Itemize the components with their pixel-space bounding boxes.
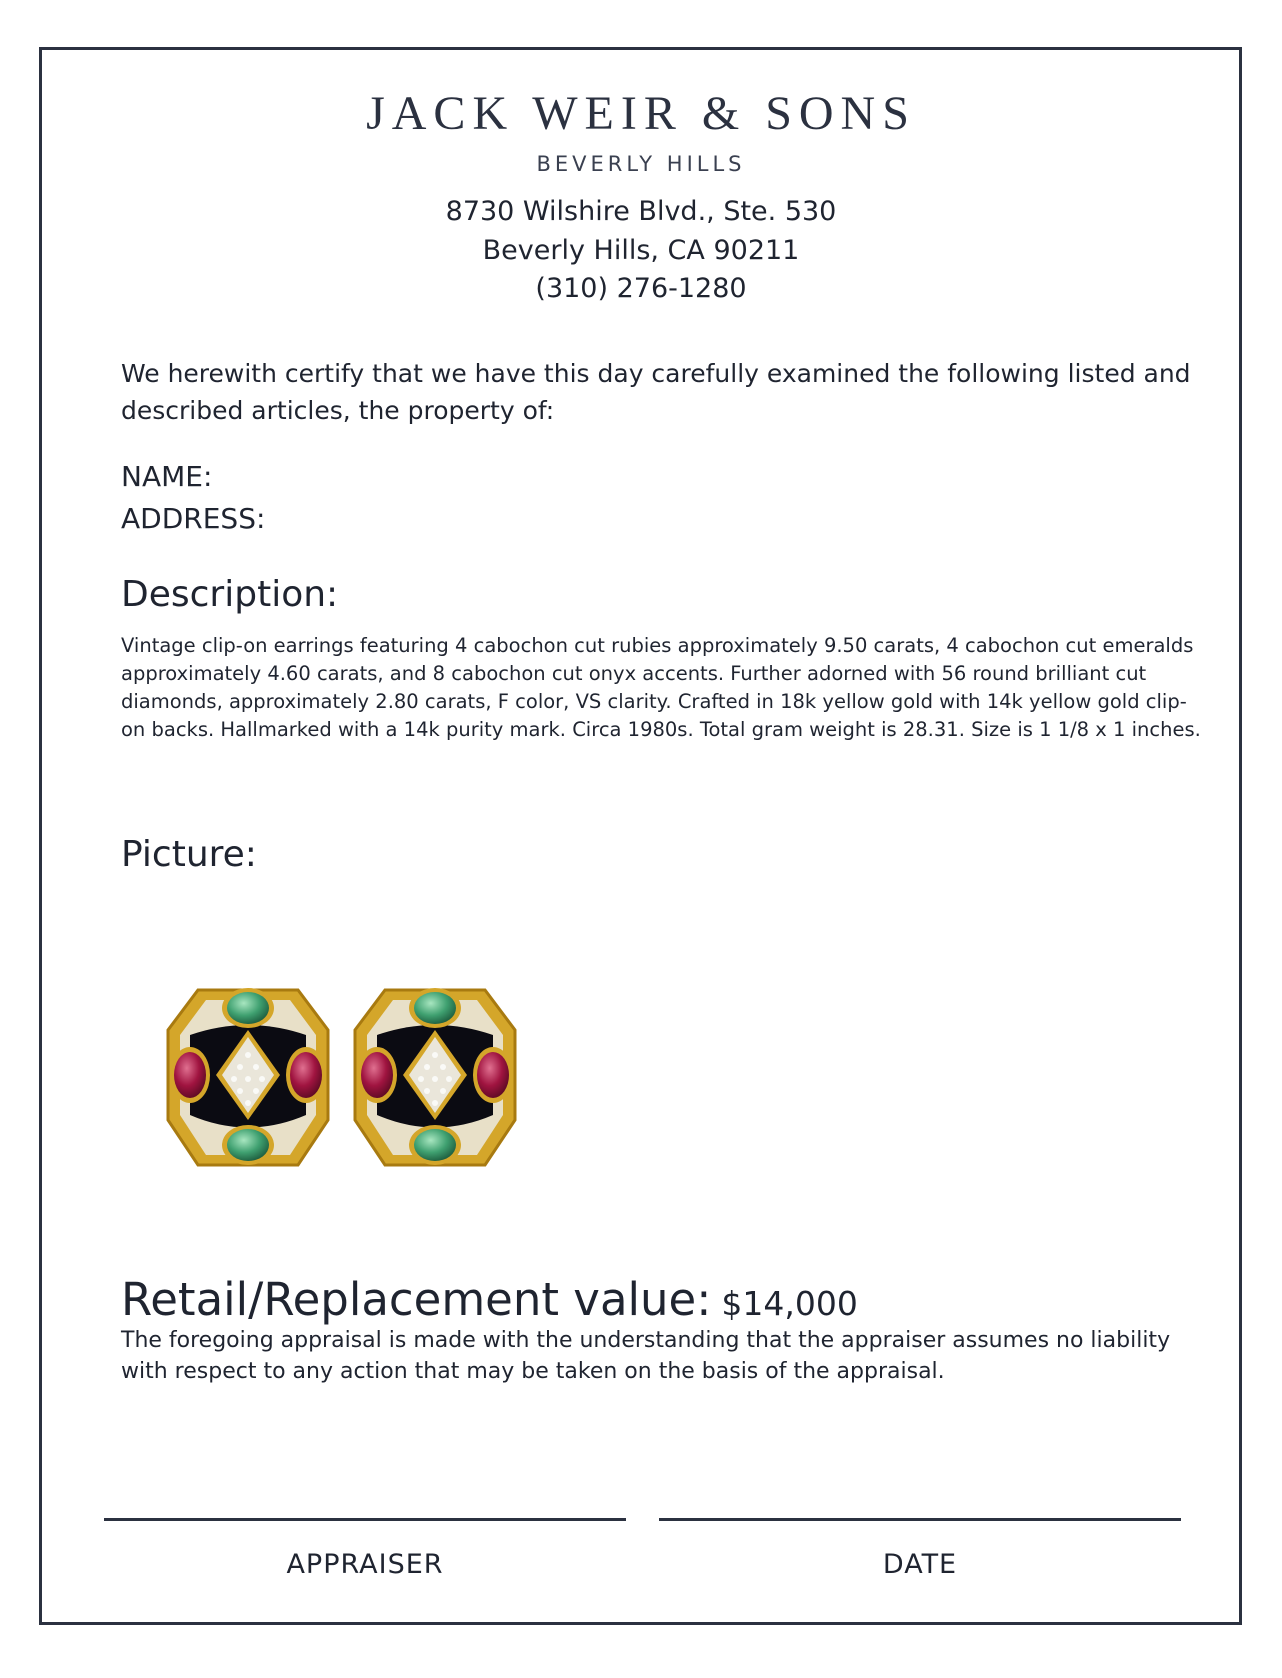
- date-signature-line: [659, 1518, 1181, 1521]
- retail-value: [121, 1273, 1201, 1326]
- appraiser-signature-line: [104, 1518, 626, 1521]
- retail-value-label: Retail/Replacement value:: [121, 1273, 712, 1326]
- brand-logo: JACK WEIR & SONS: [366, 87, 916, 140]
- description-text: Vintage clip-on earrings featuring 4 cabochon cut rubies approximately 9.50 carats, 4 cabochon cut emeralds approximately 4.60 carats, and 8 cabochon cut onyx accents. Further adorned with 56 round brilliant cut diamonds, approximately 2.80 carats, F color, VS clarity. Crafted in 18k yellow gold with 14k yellow gold clip-on backs. Hallmarked with a 14k purity mark. Circa 1980s. Total gram weight is 28.31. Size is 1 1/8 x 1 inches.: [121, 634, 1201, 741]
- name-label: NAME:: [121, 460, 213, 493]
- right-earring: [355, 988, 515, 1165]
- left-earring: [168, 988, 328, 1165]
- appraiser-label: APPRAISER: [286, 1549, 444, 1580]
- description-heading: Description:: [121, 574, 339, 615]
- date-label: DATE: [882, 1549, 958, 1580]
- earrings-photo: [160, 970, 530, 1184]
- address-line-1: 8730 Wilshire Blvd., Ste. 530: [445, 196, 837, 227]
- phone-number: (310) 276-1280: [535, 273, 747, 304]
- brand-location: BEVERLY HILLS: [536, 152, 746, 176]
- picture-heading: Picture:: [121, 834, 257, 875]
- certification-text: We herewith certify that we have this day carefully examined the following listed and described articles, the property of:: [121, 359, 1191, 425]
- disclaimer-text: The foregoing appraisal is made with the understanding that the appraiser assumes no liability with respect to any action that may be taken on the basis of the appraisal.: [121, 1328, 1171, 1384]
- address-label: ADDRESS:: [121, 502, 266, 535]
- retail-value-amount: $14,000: [721, 1284, 858, 1323]
- address-line-2: Beverly Hills, CA 90211: [482, 235, 800, 266]
